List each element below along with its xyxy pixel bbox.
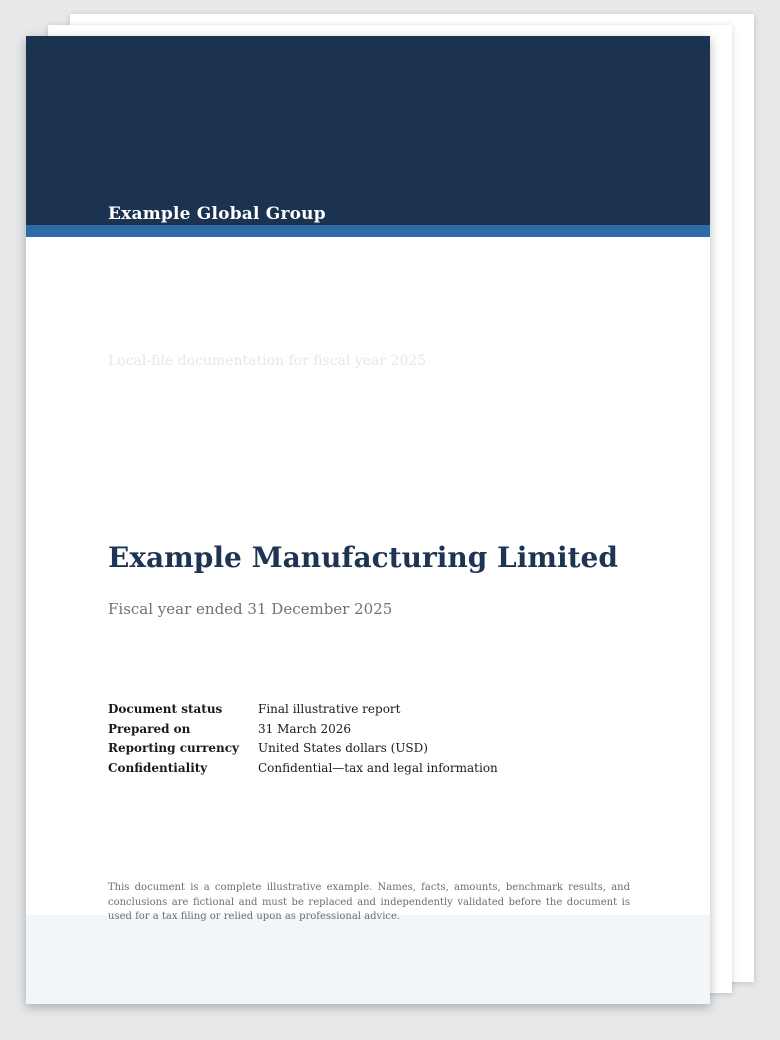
fiscal-period: Fiscal year ended 31 December 2025 [108, 600, 393, 618]
cover-page [26, 36, 710, 1004]
meta-value: 31 March 2026 [258, 721, 352, 736]
disclaimer-text: This document is a complete illustrative example. Names, facts, amounts, benchmark results, and conclusions are fictional and must be replaced and independently validated before the document is used for a tax filing or relied upon as professional advice. [108, 882, 630, 922]
meta-row-currency [108, 738, 498, 758]
entity-title: Example Manufacturing Limited [108, 541, 618, 574]
meta-label: Prepared on [108, 721, 191, 736]
document-type: Local-file documentation for fiscal year 2025 [108, 353, 427, 369]
footer-band [26, 915, 710, 1004]
meta-label: Confidentiality [108, 760, 208, 775]
meta-row-status [108, 699, 498, 719]
meta-label: Reporting currency [108, 741, 240, 756]
meta-value: United States dollars (USD) [258, 741, 428, 756]
header-band [26, 36, 710, 225]
meta-value: Confidential—tax and legal information [258, 760, 498, 775]
meta-row-confidentiality [108, 758, 498, 778]
header-accent-stripe [26, 225, 710, 237]
meta-value: Final illustrative report [258, 701, 401, 716]
document-metadata [108, 699, 498, 778]
meta-row-prepared [108, 719, 498, 739]
meta-label: Document status [108, 701, 223, 716]
organization-name: Example Global Group [108, 204, 326, 224]
